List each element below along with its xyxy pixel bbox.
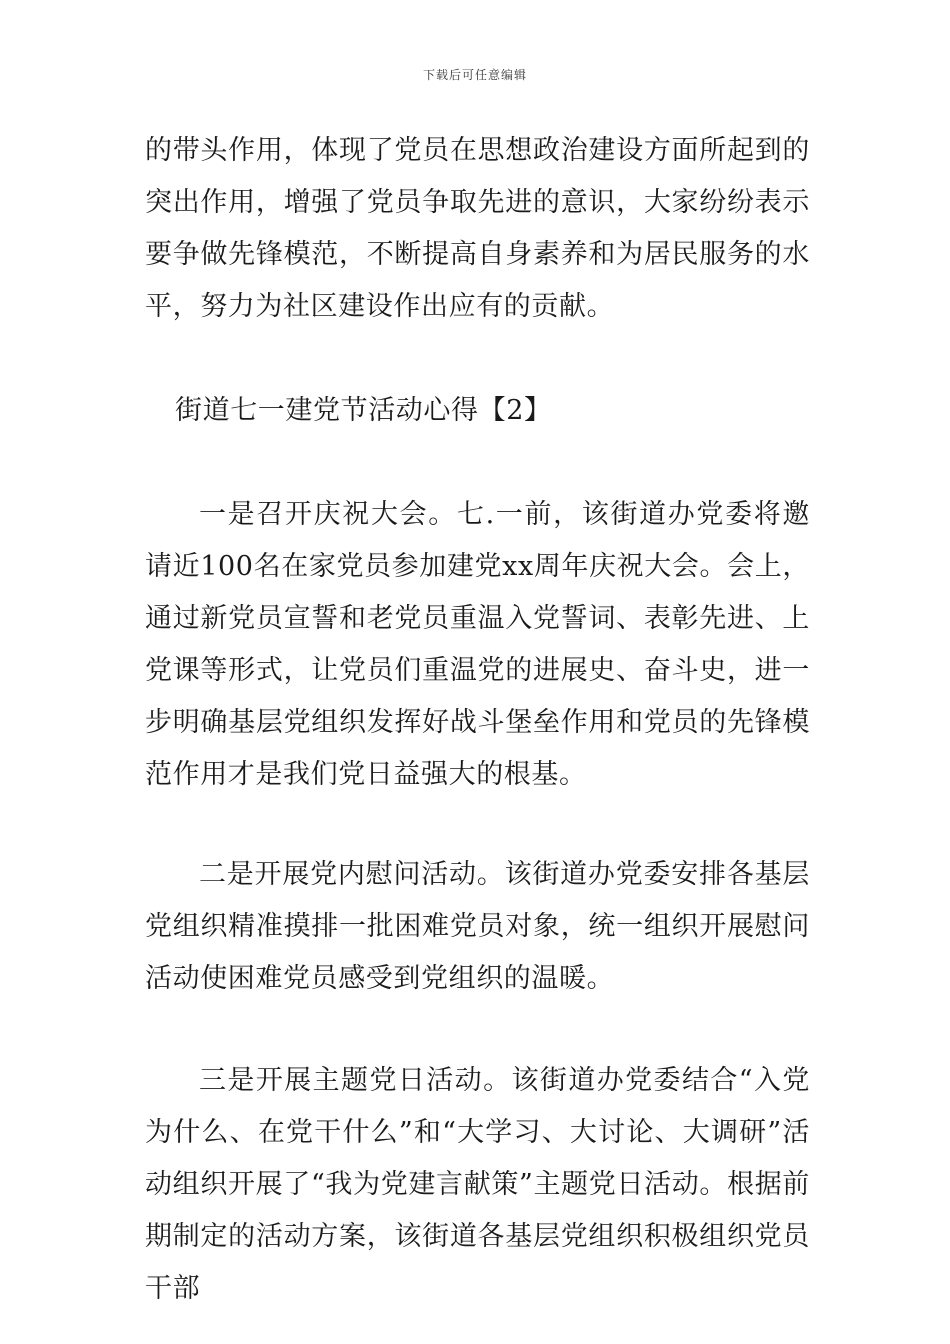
section-title: 街道七一建党节活动心得【2】 [175,395,552,426]
paragraph-condolence-activity: 二是开展党内慰问活动。该街道办党委安排各基层党组织精准摸排一批困难党员对象，统一组织开展慰问活动使困难党员感受到党组织的温暖。 [145,859,810,994]
document-body [145,125,810,1315]
paragraph-spacer [145,437,810,489]
paragraph-celebration-meeting: 一是召开庆祝大会。七.一前，该街道办党委将邀请近100名在家党员参加建党xx周年庆祝大会。会上，通过新党员宣誓和老党员重温入党誓词、表彰先进、上党课等形式，让党员们重温党的进展史、奋斗史，进一步明确基层党组织发挥好战斗堡垒作用和党员的先锋模范作用才是我们党日益强大的根基。 [145,499,810,790]
paragraph-theme-party-day: 三是开展主题党日活动。该街道办党委结合“入党为什么、在党干什么”和“大学习、大讨论、大调研”活动组织开展了“我为党建言献策”主题党日活动。根据前期制定的活动方案，该街道各基层党组织积极组织党员干部 [145,1065,810,1304]
page-header-note: 下载后可任意编辑 [422,68,527,82]
paragraph-spacer [145,801,810,849]
paragraph-spacer [145,1005,810,1055]
paragraph-spacer [145,333,810,385]
paragraph-continued: 的带头作用，体现了党员在思想政治建设方面所起到的突出作用，增强了党员争取先进的意识，大家纷纷表示要争做先锋模范，不断提高自身素养和为居民服务的水平，努力为社区建设作出应有的贡献。 [145,135,810,322]
